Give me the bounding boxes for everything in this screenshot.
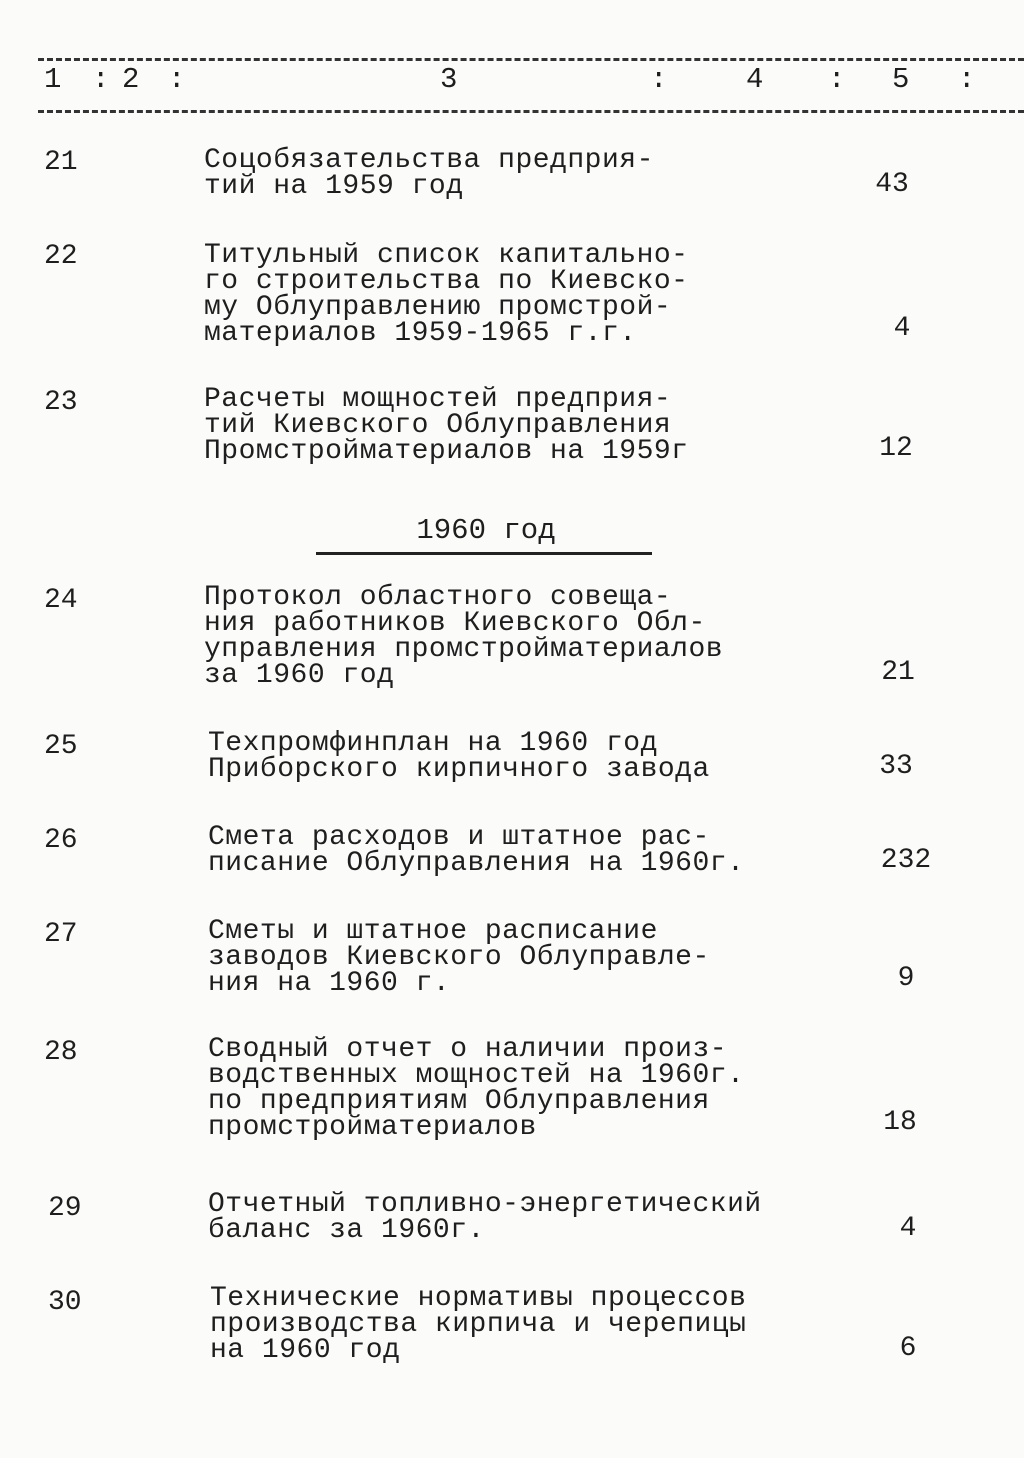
entry-title: Техпромфинплан на 1960 год Приборского кирпичного завода [208,728,710,785]
entry-number: 23 [44,387,78,418]
column-header-5: 5 [892,63,910,96]
entry-title: Сметы и штатное расписание заводов Киевского Облуправле- ния на 1960 г. [208,916,710,999]
entry-sheet-count: 232 [880,845,932,876]
entry-title: Протокол областного совеща- ния работников Киевского Обл- управления промстройматериалов за 1960 год [204,582,724,691]
entry-sheet-count: 4 [899,1213,917,1244]
column-separator: : [828,63,846,96]
header-top-dashed-rule [38,58,1024,61]
entry-sheet-count: 6 [899,1333,917,1364]
entry-sheet-count: 9 [897,963,915,994]
header-bottom-dashed-rule [38,110,1024,113]
entry-number: 25 [44,731,78,762]
section-year-heading: 1960 год [416,514,556,547]
column-header-3: 3 [440,63,458,96]
entry-sheet-count: 4 [893,313,911,344]
column-header-2: 2 [122,63,140,96]
entry-sheet-count: 21 [881,657,915,688]
entry-sheet-count: 33 [879,751,913,782]
column-separator: : [168,63,186,96]
entry-title: Титульный список капитальнo- го строительства по Киевско- му Облуправлению промстрой- материалов 1959-1965 г.г. [204,240,689,349]
column-separator: : [92,63,110,96]
entry-number: 26 [44,825,78,856]
entry-title: Смета расходов и штатное рас- писание Облуправления на 1960г. [208,822,745,879]
entry-number: 27 [44,919,78,950]
column-separator: : [650,63,668,96]
year-heading-underline [316,552,652,555]
entry-sheet-count: 18 [883,1107,917,1138]
column-header-1: 1 [44,63,62,96]
column-separator: : [958,63,976,96]
entry-number: 28 [44,1037,78,1068]
entry-number: 24 [44,585,78,616]
entry-number: 29 [48,1193,82,1224]
entry-number: 22 [44,241,78,272]
column-header-4: 4 [746,63,764,96]
entry-sheet-count: 43 [875,169,909,200]
entry-sheet-count: 12 [879,433,913,464]
entry-number: 30 [48,1287,82,1318]
entry-title: Технические нормативы процессов производства кирпича и черепицы на 1960 год [210,1283,747,1366]
entry-number: 21 [44,147,78,178]
entry-title: Соцобязательства предприя- тий на 1959 год [204,145,654,202]
entry-title: Расчеты мощностей предприя- тий Киевского Облуправления Промстройматериалов на 1959г [204,384,689,467]
entry-title: Сводный отчет о наличии произ- водственных мощностей на 1960г. по предприятиям Облуправления промстройматериалов [208,1034,745,1143]
entry-title: Отчетный топливно-энергетический баланс за 1960г. [208,1189,762,1246]
